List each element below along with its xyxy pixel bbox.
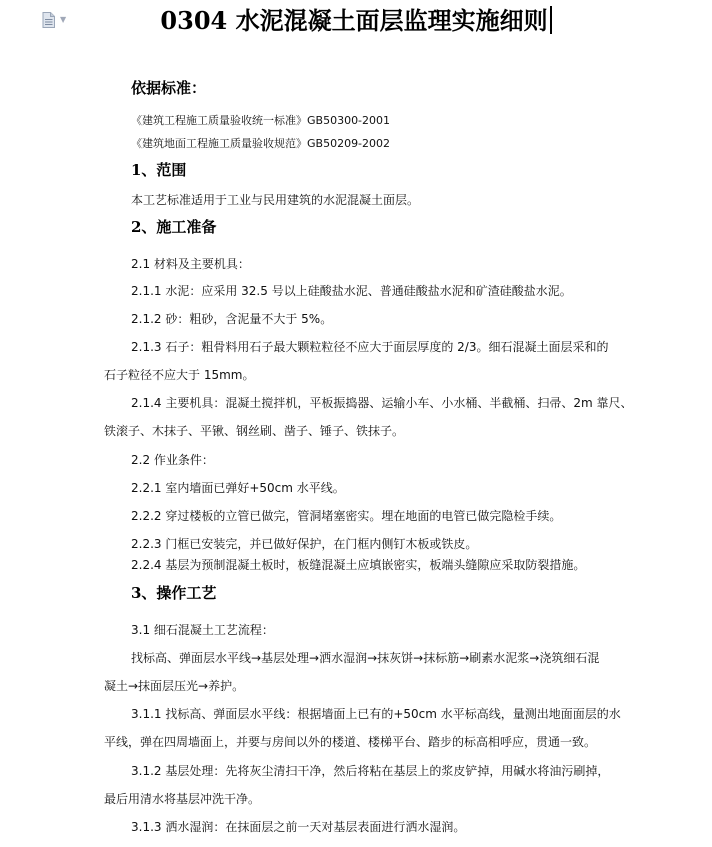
section-heading: 2、施工准备 — [131, 218, 217, 236]
paragraph-line: 2.1.1 水泥：应采用 32.5 号以上硅酸盐水泥、普通硅酸盐水泥和矿渣硅酸盐水泥。 — [131, 284, 572, 298]
chevron-down-icon[interactable]: ▼ — [60, 15, 67, 24]
paragraph-line: 2.1 材料及主要机具： — [131, 257, 250, 271]
paragraph-line: 最后用清水将基层冲洗干净。 — [104, 792, 261, 806]
paragraph-line: 2.2.2 穿过楼板的立管已做完，管洞堵塞密实。埋在地面的电管已做完隐检手续。 — [131, 509, 562, 523]
paragraph-line: 3.1.3 洒水湿润：在抹面层之前一天对基层表面进行洒水湿润。 — [131, 820, 466, 834]
section-heading: 3、操作工艺 — [131, 584, 217, 602]
paragraph-line: 凝土→抹面层压光→养护。 — [104, 679, 245, 693]
paragraph-line: 本工艺标准适用于工业与民用建筑的水泥混凝土面层。 — [131, 193, 420, 207]
paragraph-line: 3.1.2 基层处理：先将灰尘清扫干净，然后将粘在基层上的浆皮铲掉，用碱水将油污刷掉， — [131, 764, 610, 778]
paragraph-line: 3.1 细石混凝土工艺流程： — [131, 623, 274, 637]
document-title: 0304 水泥混凝土面层监理实施细则 — [0, 4, 712, 38]
paragraph-line: 铁滚子、木抹子、平锹、钢丝刷、凿子、锤子、铁抹子。 — [104, 424, 405, 438]
standard-reference: 《建筑工程施工质量验收统一标准》GB50300-2001 — [131, 114, 391, 127]
paragraph-line: 石子粒径不应大于 15mm。 — [104, 368, 255, 382]
paragraph-line: 2.1.3 石子：粗骨料用石子最大颗粒粒径不应大于面层厚度的 2/3。细石混凝土面层采和的 — [131, 340, 609, 354]
paragraph-line: 2.1.2 砂：粗砂，含泥量不大于 5%。 — [131, 312, 333, 326]
paragraph-line: 找标高、弹面层水平线→基层处理→洒水湿润→抹灰饼→抹标筋→刷素水泥浆→浇筑细石混 — [131, 651, 600, 665]
standard-reference: 《建筑地面工程施工质量验收规范》GB50209-2002 — [131, 137, 391, 150]
paragraph-line: 2.2 作业条件： — [131, 453, 214, 467]
text-cursor — [550, 6, 552, 34]
paragraph-line: 2.1.4 主要机具：混凝土搅拌机，平板振捣器、运输小车、小水桶、半截桶、扫帚、2m 靠尺、 — [131, 396, 633, 410]
section-heading: 1、范围 — [131, 161, 187, 179]
section-heading: 依据标准： — [131, 79, 207, 97]
paragraph-line: 2.2.3 门框已安装完，并已做好保护，在门框内侧钉木板或铁皮。 — [131, 537, 478, 551]
paragraph-line: 2.2.1 室内墙面已弹好+50cm 水平线。 — [131, 481, 345, 495]
paragraph-line: 平线，弹在四周墙面上，并要与房间以外的楼道、楼梯平台、踏步的标高相呼应，贯通一致。 — [104, 735, 597, 749]
paragraph-line: 2.2.4 基层为预制混凝土板时，板缝混凝土应填嵌密实，板端头缝隙应采取防裂措施。 — [131, 558, 586, 572]
paragraph-line: 3.1.1 找标高、弹面层水平线：根据墙面上已有的+50cm 水平标高线，量测出地面面层的水 — [131, 707, 621, 721]
